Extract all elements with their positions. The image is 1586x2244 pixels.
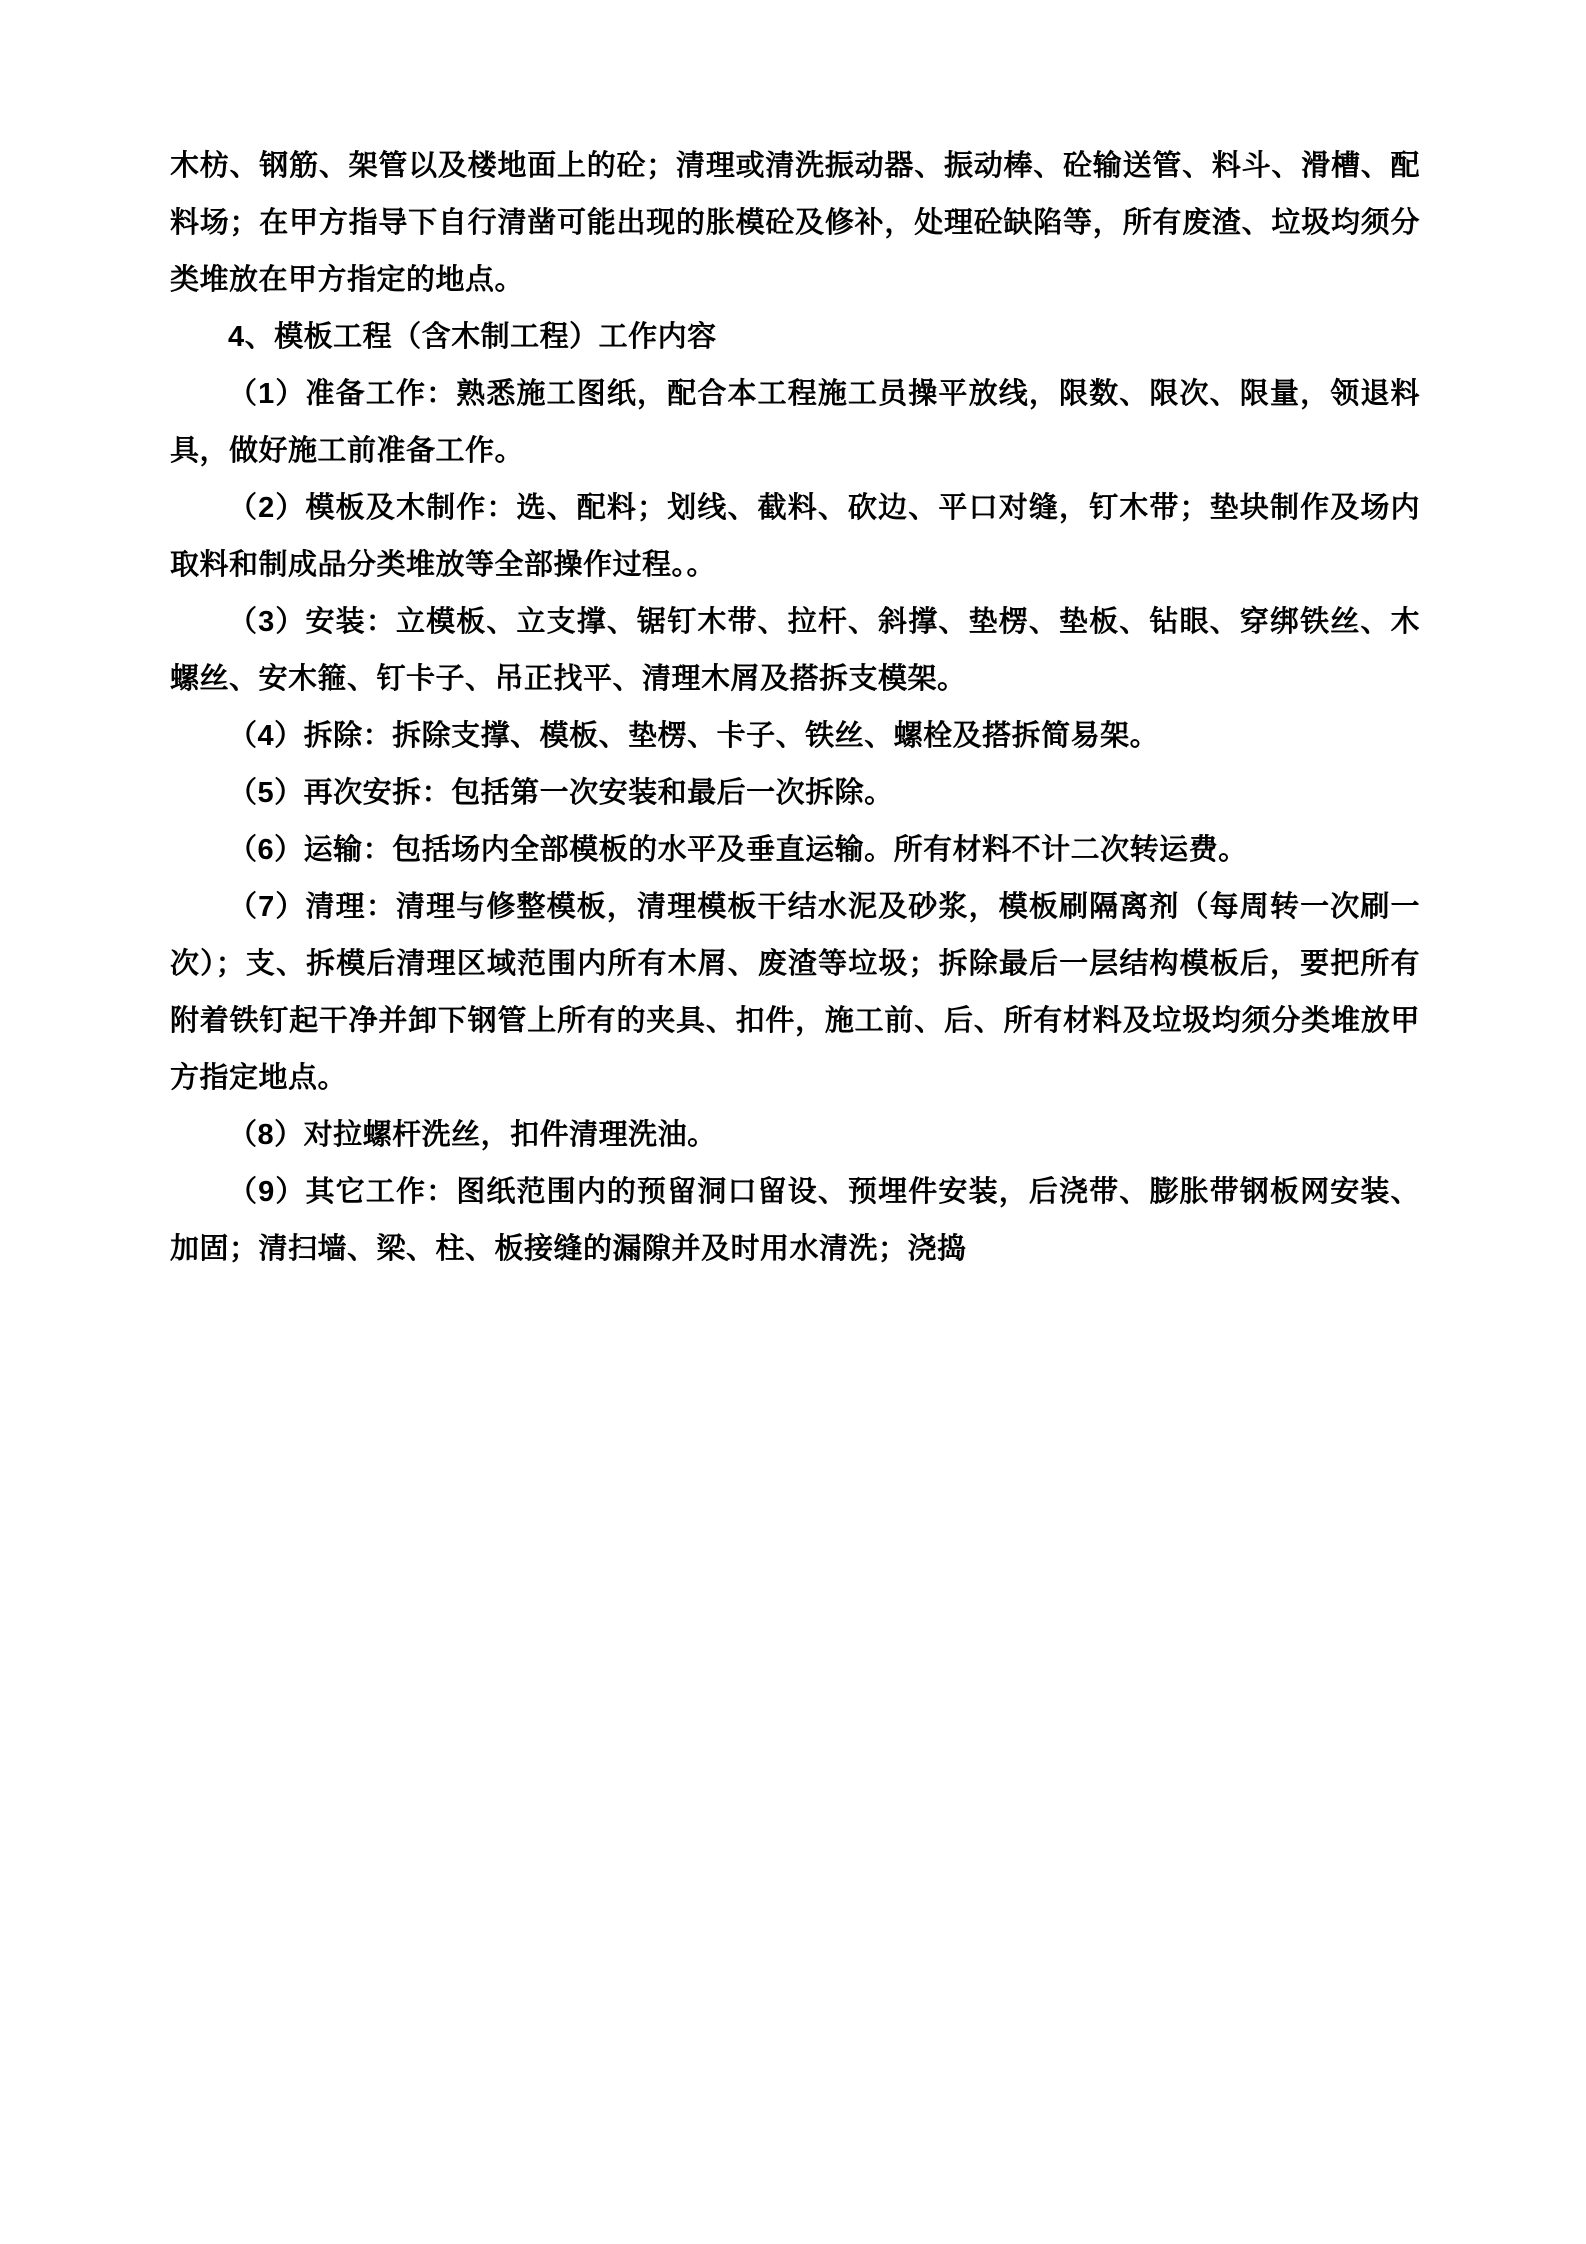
section-heading: 4、模板工程（含木制工程）工作内容 — [228, 321, 717, 353]
paragraph-item-2: （2）模板及木制作：选、配料；划线、截料、砍边、平口对缝，钉木带；垫块制作及场内取料和制成品分类堆放等全部操作过程。。 — [170, 492, 1420, 581]
paragraph-continuation: 木枋、钢筋、架管以及楼地面上的砼；清理或清洗振动器、振动棒、砼输送管、料斗、滑槽、配料场；在甲方指导下自行清凿可能出现的胀模砼及修补，处理砼缺陷等，所有废渣、垃圾均须分类堆放在甲方指定的地点。 — [170, 150, 1420, 296]
paragraph-item-8: （8）对拉螺杆洗丝，扣件清理洗油。 — [228, 1119, 717, 1151]
paragraph-item-4: （4）拆除：拆除支撑、模板、垫楞、卡子、铁丝、螺栓及搭拆简易架。 — [228, 720, 1160, 752]
document-body — [170, 138, 1420, 1278]
paragraph-item-3: （3）安装：立模板、立支撑、锯钉木带、拉杆、斜撑、垫楞、垫板、钻眼、穿绑铁丝、木螺丝、安木箍、钉卡子、吊正找平、清理木屑及搭拆支模架。 — [170, 606, 1420, 695]
paragraph-item-5: （5）再次安拆：包括第一次安装和最后一次拆除。 — [228, 777, 894, 809]
paragraph-item-7: （7）清理：清理与修整模板，清理模板干结水泥及砂浆，模板刷隔离剂（每周转一次刷一次）；支、拆模后清理区域范围内所有木屑、废渣等垃圾；拆除最后一层结构模板后，要把所有附着铁钉起干净并卸下钢管上所有的夹具、扣件，施工前、后、所有材料及垃圾均须分类堆放甲方指定地点。 — [170, 891, 1420, 1094]
paragraph-item-1: （1）准备工作：熟悉施工图纸，配合本工程施工员操平放线，限数、限次、限量，领退料具，做好施工前准备工作。 — [170, 378, 1420, 467]
paragraph-item-9: （9）其它工作：图纸范围内的预留洞口留设、预埋件安装，后浇带、膨胀带钢板网安装、加固；清扫墙、梁、柱、板接缝的漏隙并及时用水清洗；浇捣 — [170, 1176, 1420, 1265]
paragraph-item-6: （6）运输：包括场内全部模板的水平及垂直运输。所有材料不计二次转运费。 — [228, 834, 1248, 866]
